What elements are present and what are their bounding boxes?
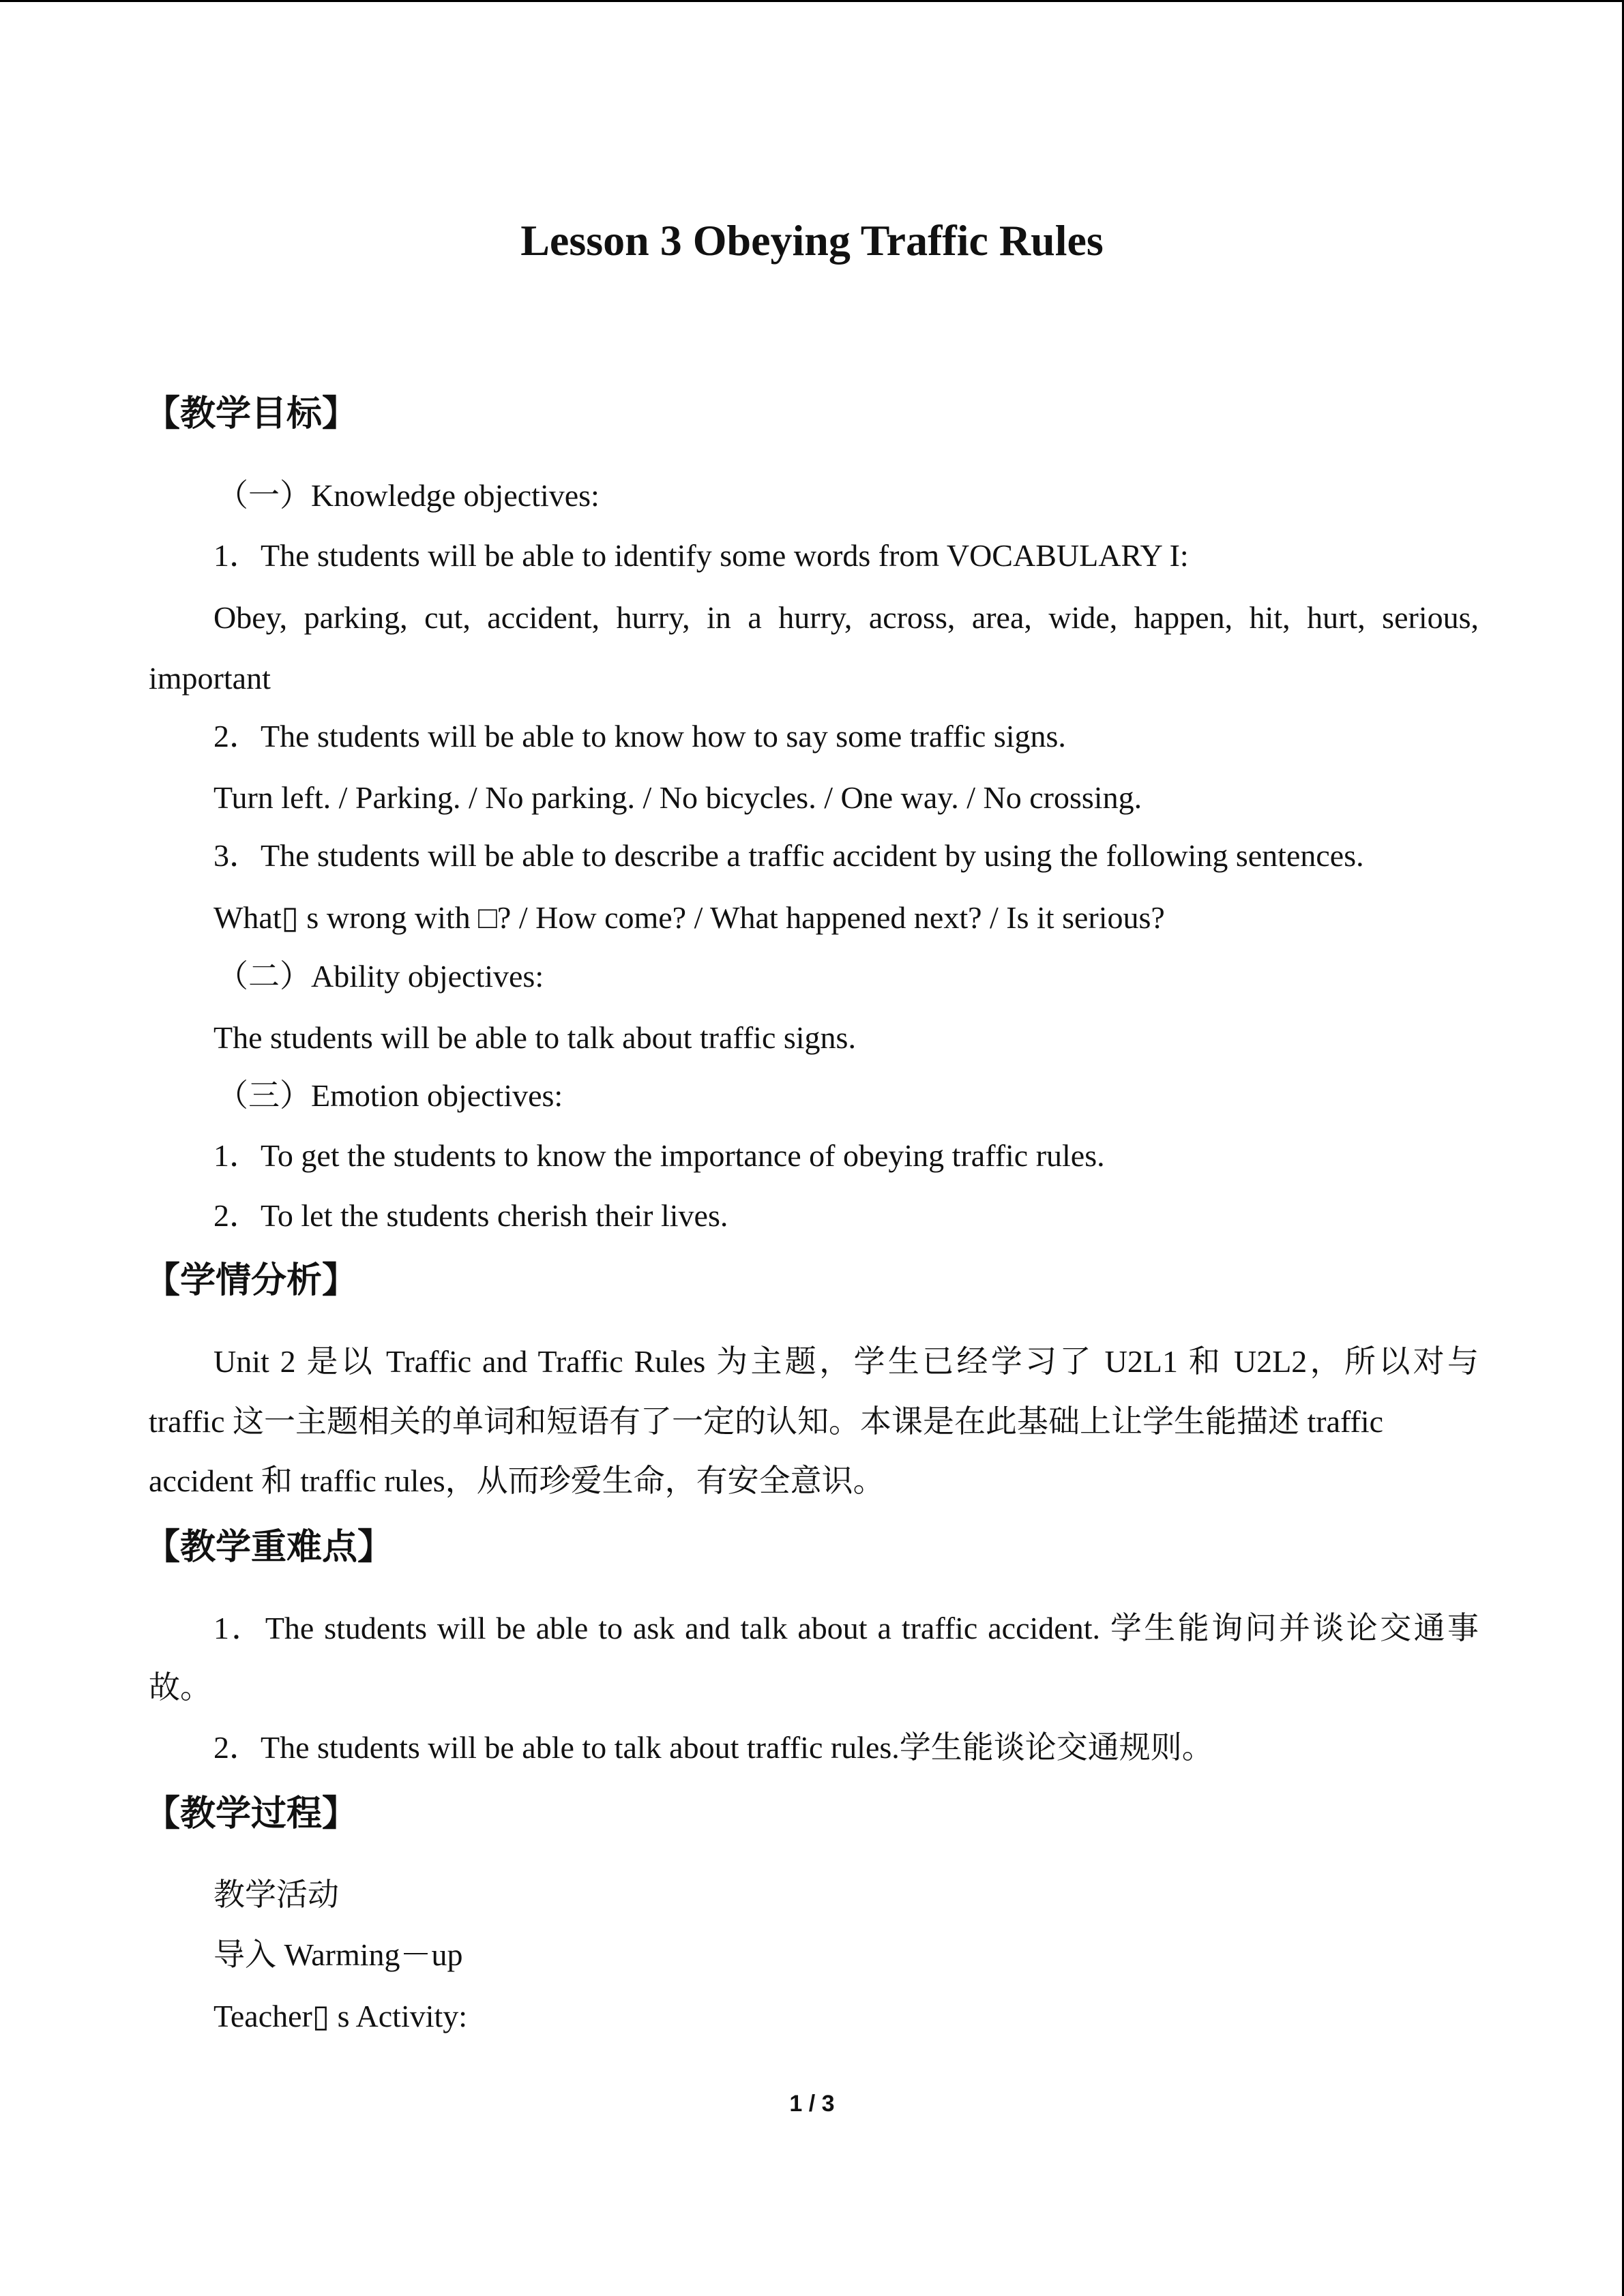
heading-key-points: 【教学重难点】 (145, 1527, 394, 1568)
emotion-objectives-label: （三）Emotion objectives: (217, 1078, 563, 1113)
ability-objectives-label: （二）Ability objectives: (217, 959, 544, 994)
key-point-2: 2．The students will be able to talk about traffic rules.学生能谈论交通规则。 (213, 1730, 1213, 1765)
teacher-activity: Teacher▯ s Activity: (213, 1999, 468, 2033)
ability-objectives-text: The students will be able to talk about traffic signs. (213, 1020, 856, 1055)
teaching-activity: 教学活动 (213, 1877, 339, 1912)
emotion-item-1: 1．To get the students to know the importance of obeying traffic rules. (213, 1138, 1105, 1173)
warming-up: 导入 Warming－up (213, 1937, 463, 1972)
heading-objectives: 【教学目标】 (145, 393, 358, 434)
heading-process: 【教学过程】 (145, 1793, 358, 1834)
key-point-1-cont: 故。 (149, 1670, 211, 1705)
accident-sentences: What▯ s wrong with □? / How come? / What happened next? / Is it serious? (213, 900, 1165, 935)
page-number: 1 / 3 (789, 2091, 835, 2117)
analysis-line-3: accident 和 traffic rules，从而珍爱生命，有安全意识。 (149, 1463, 885, 1498)
knowledge-item-2: 2．The students will be able to know how to say some traffic signs. (213, 719, 1066, 754)
knowledge-item-3: 3．The students will be able to describe a traffic accident by using the following sentences. (213, 838, 1364, 873)
emotion-item-2: 2．To let the students cherish their lives. (213, 1198, 728, 1233)
analysis-line-2: traffic 这一主题相关的单词和短语有了一定的认知。本课是在此基础上让学生能描述 traffic (149, 1404, 1384, 1439)
vocabulary-words: Obey, parking, cut, accident, hurry, in a hurry, across, area, wide, happen, hit, hurt, serious, (213, 600, 1479, 635)
vocabulary-words-cont: important (149, 661, 271, 696)
traffic-signs: Turn left. / Parking. / No parking. / No bicycles. / One way. / No crossing. (213, 780, 1142, 815)
knowledge-item-1: 1．The students will be able to identify some words from VOCABULARY I: (213, 538, 1189, 573)
key-point-1: 1．The students will be able to ask and talk about a traffic accident. 学生能询问并谈论交通事 (213, 1611, 1479, 1645)
analysis-line-1: Unit 2 是以 Traffic and Traffic Rules 为主题，学生已经学习了 U2L1 和 U2L2，所以对与 (213, 1344, 1479, 1379)
page-border-top (0, 0, 1624, 2)
page-title: Lesson 3 Obeying Traffic Rules (520, 216, 1104, 265)
heading-analysis: 【学情分析】 (145, 1260, 358, 1301)
knowledge-objectives-label: （一）Knowledge objectives: (217, 478, 600, 513)
